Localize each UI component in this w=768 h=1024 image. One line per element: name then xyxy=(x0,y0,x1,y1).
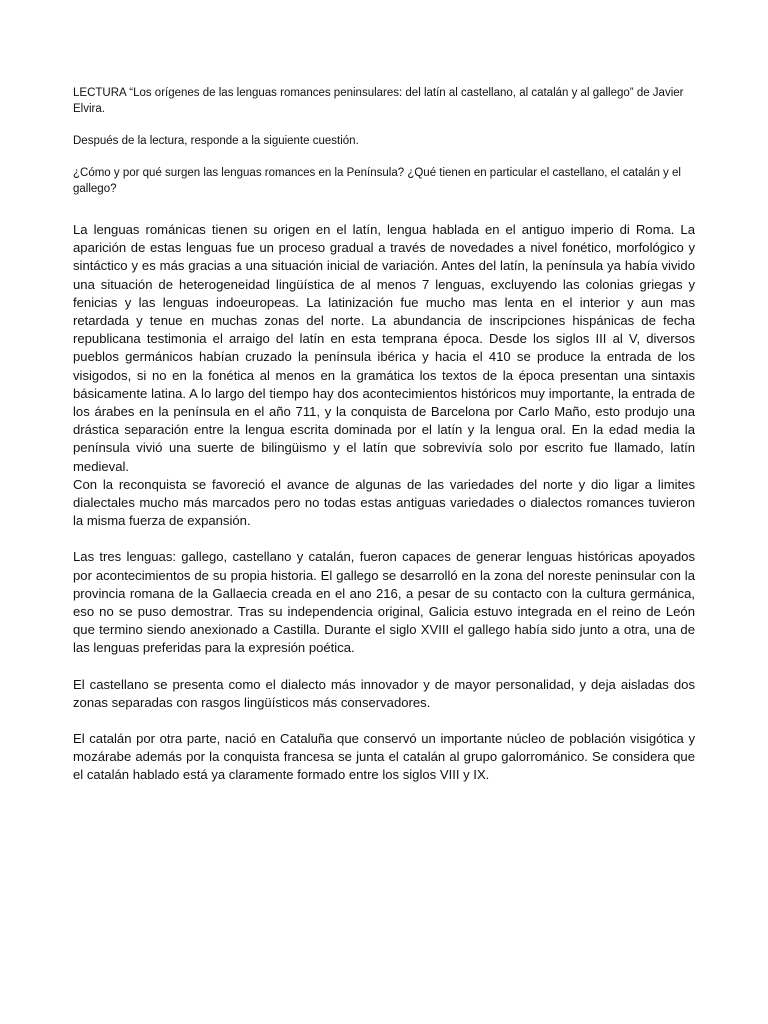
question-text: ¿Cómo y por qué surgen las lenguas romances en la Península? ¿Qué tienen en particular el castellano, el catalán y el gallego? xyxy=(73,167,681,195)
document-title: LECTURA “Los orígenes de las lenguas romances peninsulares: del latín al castellano, al catalán y al gallego” de Javier Elvira. xyxy=(73,87,684,115)
paragraph-three-languages: Las tres lenguas: gallego, castellano y catalán, fueron capaces de generar lenguas históricas apoyados por acontecimientos de su propia historia. El gallego se desarrolló en la zona del noreste peninsular con la provincia romana de la Gallaecia creada en el ano 216, a pesar de su contacto con la cultura germánica, eso no se puso demostrar. Tras su independencia original, Galicia estuvo integrada en el reino de León que termino siendo anexionado a Castilla. Durante el siglo XVIII el gallego había sido junto a otra, una de las lenguas preferidas para la expresión poética. xyxy=(73,549,695,656)
paragraph-origins: La lenguas románicas tienen su origen en el latín, lengua hablada en el antiguo imperio di Roma. La aparición de estas lenguas fue un proceso gradual a través de novedades a nivel fonético, morfológico y sintáctico y es más gracias a una situación inicial de variación. Antes del latín, la península ya había vivido una situación de heterogeneidad lingüística de al menos 7 lenguas, excluyendo las colonias griegas y fenicias y las lenguas indoeuropeas. La latinización fue mucho mas lenta en el interior y aun mas retardada y tenue en muchas zonas del norte. La abundancia de inscripciones hispánicas de fecha republicana testimonia el arraigo del latín en esta temprana época. Desde los siglos III al V, diversos pueblos germánicos habían cruzado la península ibérica y hacia el 410 se produce la entrada de los visigodos, si no en la fonética al menos en la gramática los textos de la época presentan una sintaxis básicamente latina. A lo largo del tiempo hay dos acontecimientos históricos muy importante, la entrada de los árabes en la península en el año 711, y la conquista de Barcelona por Carlo Maño, esto produjo una drástica separación entre la lengua escrita dominada por el latín y la lengua oral. En la edad media la península vivió una suerte de bilingüismo y el latín que sobrevivía solo por escrito fue llamado, latín medieval. xyxy=(73,222,695,474)
paragraph-catalan: El catalán por otra parte, nació en Cataluña que conservó un importante núcleo de población visigótica y mozárabe además por la conquista francesa se junta el catalán al grupo galorrománico. Se considera que el catalán hablado está ya claramente formado entre los siglos VIII y IX. xyxy=(73,731,695,783)
paragraph-reconquista: Con la reconquista se favoreció el avance de algunas de las variedades del norte y dio ligar a limites dialectales mucho más marcados pero no todas estas antiguas variedades o dialectos romances tuvieron la misma fuerza de expansión. xyxy=(73,476,695,529)
document-page xyxy=(73,85,695,785)
paragraph-castellano: El castellano se presenta como el dialecto más innovador y de mayor personalidad, y deja aisladas dos zonas separadas con rasgos lingüísticos más conservadores. xyxy=(73,676,695,710)
instruction-text: Después de la lectura, responde a la siguiente cuestión. xyxy=(73,135,359,147)
